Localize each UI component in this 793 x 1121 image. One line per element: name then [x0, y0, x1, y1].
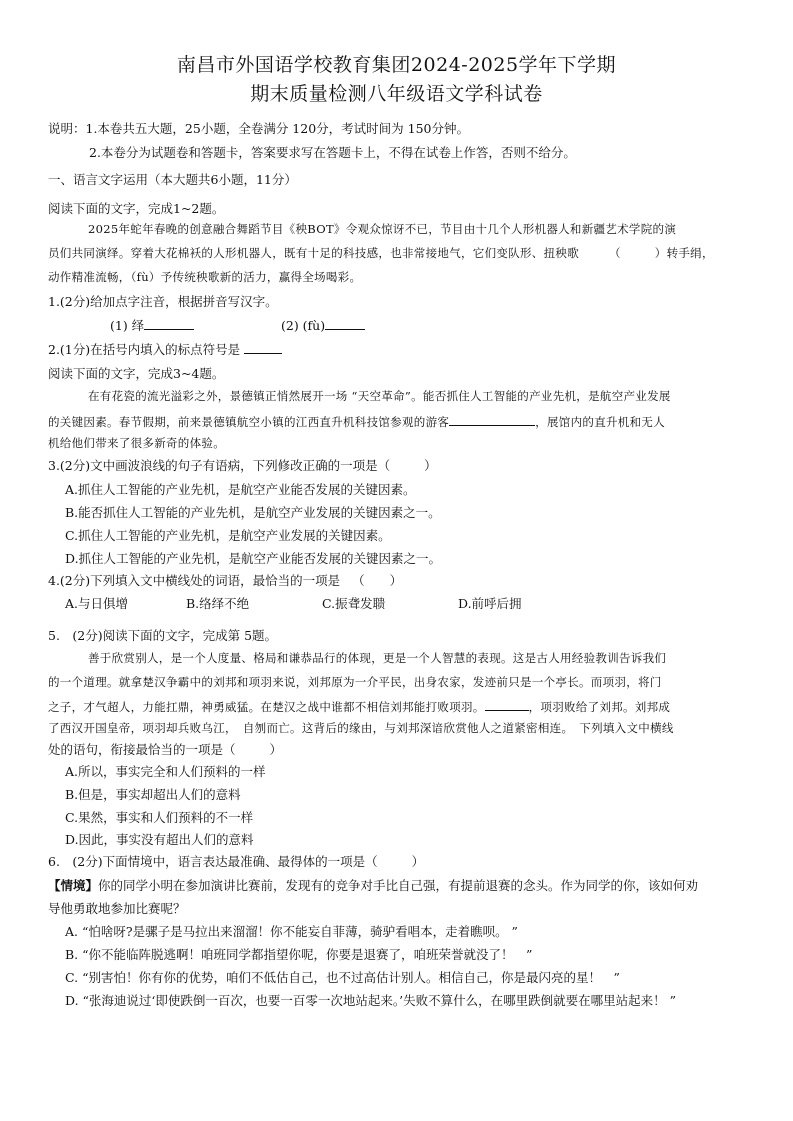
q1-item-1: [110, 316, 194, 334]
q6-option-c[interactable]: C. “别害怕！你有你的优势，咱们不低估自己，也不过高估计别人。相信自己，你是最闪亮的星！ ”: [65, 970, 620, 985]
q1-answer-blank-2[interactable]: [325, 316, 365, 330]
passage2-blank[interactable]: [449, 412, 535, 426]
question-3: [48, 456, 437, 474]
q5-paren-close: ）: [269, 742, 283, 757]
exam-title-line2: 期末质量检测八年级语文学科试卷: [250, 83, 543, 105]
q3-paren-close: ）: [424, 458, 437, 473]
passage2-line3: 机给他们带来了很多新奇的体验。: [48, 436, 225, 450]
q6-context-line2: 导他勇敢地参加比赛呢？: [48, 901, 186, 916]
exam-title-line1: 南昌市外国语学校教育集团2024-2025学年下学期: [176, 54, 617, 76]
passage2-line2-end: ，展馆内的直升机和无人: [535, 415, 666, 429]
q4-option-b[interactable]: B.络绎不绝: [186, 596, 250, 611]
q4-option-a[interactable]: A.与日俱增: [65, 596, 129, 611]
passage3-line3-text: 之子，才气超人，力能扛鼎，神勇威猛。在楚汉之战中谁都不相信刘邦能打败项羽。: [48, 700, 485, 714]
q3-option-c[interactable]: C.抓住人工智能的产业先机，是航空产业发展的关键因素。: [65, 528, 391, 543]
q3-option-d[interactable]: D.抓住人工智能的产业先机，是航空产业能否发展的关键因素之一。: [65, 551, 442, 566]
passage3-line3: [48, 697, 670, 715]
q4-option-d[interactable]: D.前呼后拥: [458, 596, 522, 611]
passage1-line1: 2025年蛇年春晚的创意融合舞蹈节目《秧BOT》令观众惊讶不已，节目由十几个人形机器人和新疆艺术学院的演: [88, 222, 677, 236]
passage3-blank[interactable]: [485, 697, 529, 711]
q5-option-d[interactable]: D.因此，事实没有超出人们的意料: [65, 832, 254, 847]
q5-option-a[interactable]: A.所以，事实完全和人们预料的一样: [65, 764, 266, 779]
question-4-text: 4.(2分)下列填入文中横线处的词语，最恰当的一项是: [48, 573, 341, 588]
q5-option-b[interactable]: B.但是，事实却超出人们的意料: [65, 787, 241, 802]
section-heading: 一、语言文字运用（本大题共6小题，11分）: [48, 172, 297, 187]
instructions-line2: 2.本卷分为试题卷和答题卡，答案要求写在答题卡上，不得在试卷上作答，否则不给分。: [89, 145, 576, 160]
reading-intro-2: 阅读下面的文字，完成3~4题。: [48, 366, 225, 381]
q1-item-2: [281, 316, 365, 333]
instructions-line1: 说明：1.本卷共五大题，25小题，全卷满分 120分，考试时间为 150分钟。: [48, 121, 469, 136]
question-5: 5. (2分)阅读下面的文字，完成第 5题。: [48, 628, 278, 643]
q1-item-2-label: (2) (fù): [281, 318, 326, 333]
q6-context-label: 【情境】: [48, 878, 99, 893]
passage3-line4: 了西汉开国皇帝，项羽却兵败乌江， 自刎而亡。这背后的缘由，与刘邦深谙欣赏他人之道紧密相连。 下列填入文中横线: [48, 721, 674, 735]
passage2-line2-text: 的关键因素。春节假期，前来景德镇航空小镇的江西直升机科技馆参观的游客: [48, 415, 450, 429]
passage1-line2-text: 员们共同演绎。穿着大花棉袄的人形机器人，既有十足的科技感，也非常接地气，它们变队形、扭秧歌: [48, 246, 579, 260]
question-2-text: 2.(1分)在括号内填入的标点符号是: [48, 342, 241, 357]
q4-option-c[interactable]: C.振聋发聩: [322, 596, 386, 611]
q6-paren-close: ）: [411, 854, 425, 869]
q6-option-d[interactable]: D. “张海迪说过‘即使跌倒一百次，也要一百零一次地站起来。’失败不算什么，在哪里跌倒就要在哪里站起来！ ”: [65, 993, 676, 1008]
q1-answer-blank-1[interactable]: [144, 316, 194, 330]
q3-option-b[interactable]: B.能否抓住人工智能的产业先机，是航空产业发展的关键因素之一。: [65, 505, 441, 520]
q6-context-text: 你的同学小明在参加演讲比赛前，发现有的竞争对手比自己强，有提前退赛的念头。作为同学的你，该如何劝: [98, 878, 699, 893]
question-4: [48, 571, 402, 589]
question-1: 1.(2分)给加点字注音，根据拼音写汉字。: [48, 294, 278, 309]
passage3-line2: 的一个道理。就拿楚汉争霸中的刘邦和项羽来说，刘邦原为一介平民，出身农家，发迹前只是一个亭长。而项羽，将门: [48, 675, 662, 689]
question-3-text: 3.(2分)文中画波浪线的句子有语病，下列修改正确的一项是（: [48, 458, 391, 473]
question-6: [48, 852, 424, 870]
passage1-line3: 动作精准流畅，（fù）予传统秧歌新的活力，赢得全场喝彩。: [48, 270, 362, 284]
q1-item-1-label: (1) 绎: [110, 318, 145, 333]
passage2-line2: [48, 412, 665, 430]
q3-option-a[interactable]: A.抓住人工智能的产业先机，是航空产业能否发展的关键因素。: [65, 482, 416, 497]
reading-intro-1: 阅读下面的文字，完成1~2题。: [48, 201, 225, 216]
passage3-line1: 善于欣赏别人，是一个人度量、格局和谦恭品行的体现，更是一个人智慧的表现。这是古人用经验教训告诉我们: [88, 651, 667, 665]
question-2: [48, 340, 282, 358]
question-6-text: 6. (2分)下面情境中，语言表达最准确、最得体的一项是（: [48, 854, 378, 869]
passage3-line3-end: ，项羽败给了刘邦。刘邦成: [528, 700, 671, 714]
q6-option-b[interactable]: B. “你不能临阵脱逃啊！咱班同学都指望你呢，你要是退赛了，咱班荣誉就没了！ ”: [65, 947, 533, 962]
passage3-line5: [48, 740, 282, 758]
q4-paren: （ ）: [352, 573, 403, 588]
open-paren: （: [608, 246, 621, 260]
q6-option-a[interactable]: A. “怕啥呀?是骡子是马拉出来溜溜！你不能妄自菲薄，骑驴看唱本，走着瞧呗。 ”: [65, 924, 518, 939]
q6-context-line1: [48, 876, 698, 894]
q2-answer-blank[interactable]: [244, 340, 282, 354]
q5-option-c[interactable]: C.果然，事实和人们预料的不一样: [65, 810, 254, 825]
passage1-line2-end: ）转手绢，: [654, 246, 714, 260]
passage2-line1: 在有花瓷的流光溢彩之外，景德镇正悄然展开一场 “天空革命”。能否抓住人工智能的产业先机，是航空产业发展: [88, 389, 671, 403]
passage3-line5-text: 处的语句，衔接最恰当的一项是（: [48, 742, 236, 757]
passage1-line2: [48, 245, 714, 261]
